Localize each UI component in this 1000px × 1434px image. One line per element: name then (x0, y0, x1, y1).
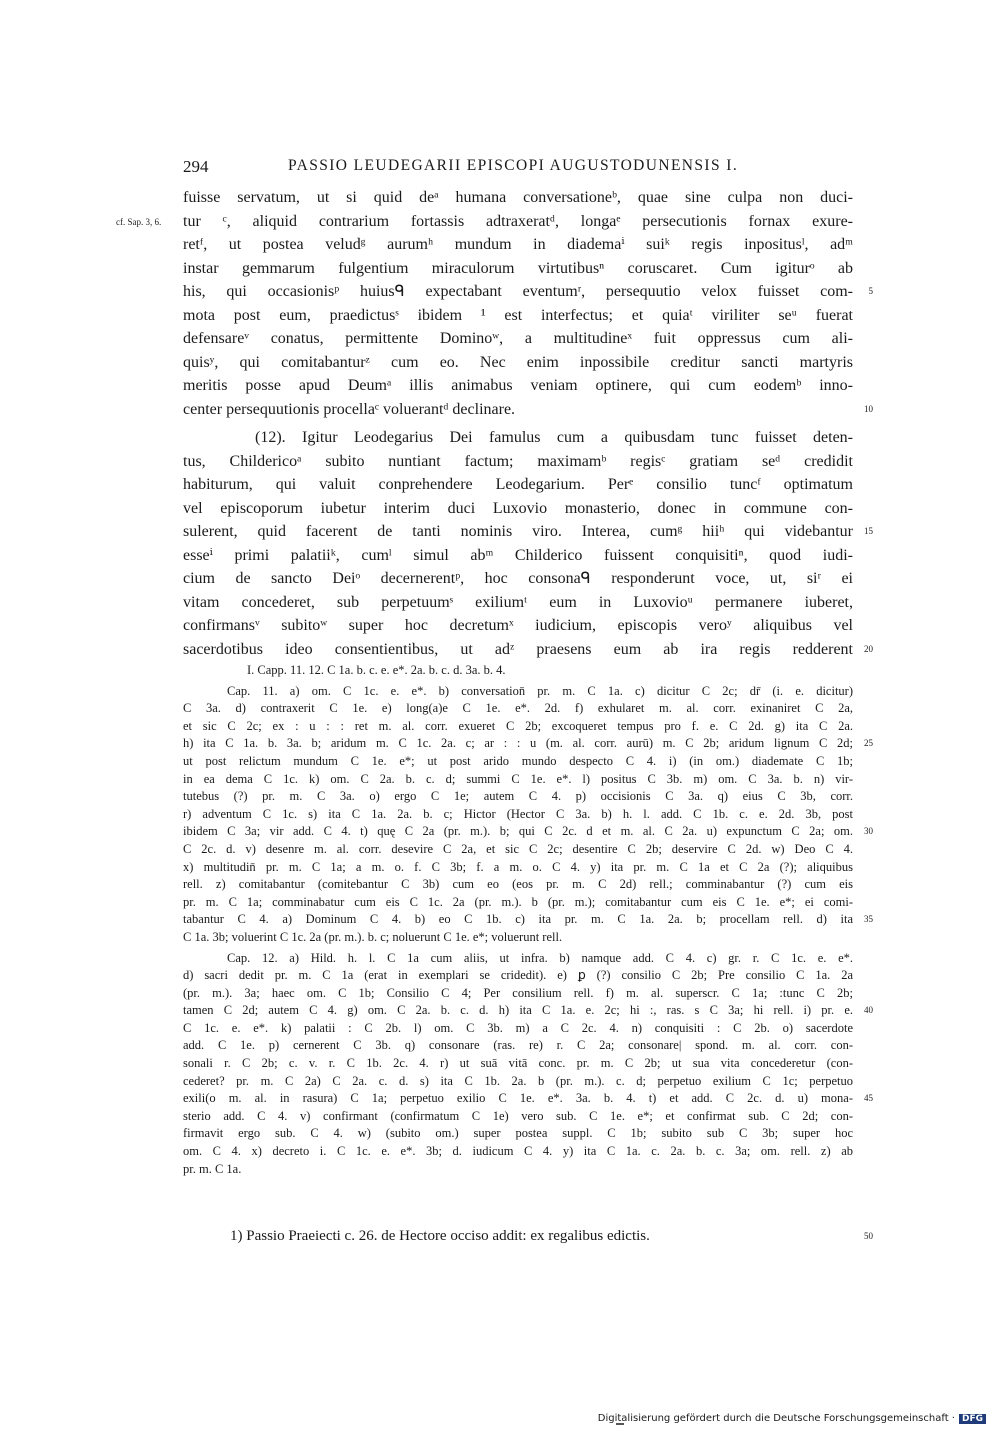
apparatus-line (183, 859, 853, 877)
apparatus-text: tutebus (?) pr. m. C 3a. o) ergo C 1e; autem C 4. p) occisionis C 3a. q) eius C 3b, corr. (183, 789, 853, 804)
text-line (183, 614, 853, 638)
apparatus-text: Cap. 11. a) om. C 1c. e. e*. b) conversation̄ pr. m. C 1a. c) dicitur C 2c; dr̄ (i. e. dicitur) (227, 683, 853, 698)
line-text: vel episcoporum iubetur interim duci Luxovio monasterio, donec in commune con- (183, 499, 853, 517)
line-text: instar gemmarum fulgentium miraculorum virtutibusⁿ coruscaret. Cum igiturᵒ ab (183, 259, 853, 277)
apparatus-line (183, 771, 853, 789)
margin-reference: cf. Sap. 3, 6. (116, 216, 162, 227)
apparatus-text: C 2c. d. v) desenre m. al. corr. desevire C 2a, et sic C 2c; desentire C 2b; deservire C 2d. w) Deo C 4. (183, 841, 853, 856)
apparatus-line (183, 1090, 873, 1108)
text-line (183, 280, 873, 304)
apparatus-text: add. C 1e. p) cernerent C 3b. q) consonare (ras. re) r. C 2a; consonare| spond. m. al. corr. con- (183, 1038, 853, 1053)
apparatus-line (183, 718, 853, 736)
line-number: 50 (864, 1231, 873, 1241)
line-text: esseⁱ primi palatiiᵏ, cumˡ simul abᵐ Childerico fuissent conquisitiⁿ, quod iudi- (183, 546, 853, 564)
apparatus-text: pr. m. C 1a; comminabatur cum eis C 1c. 2a (pr. m.). b (pr. m.); comitabantur cum eis C 1e. e*; ei comi- (183, 894, 853, 909)
text-line (183, 374, 853, 398)
apparatus-line (183, 1020, 853, 1038)
line-text: confirmansᵛ subitoʷ super hoc decretumˣ iudicium, episcopis veroʸ aliquibus vel (183, 617, 853, 634)
line-number: 20 (864, 643, 873, 654)
text-line (183, 497, 853, 521)
line-text: fuisse servatum, ut si quid deᵃ humana conversationeᵇ, quae sine culpa non duci- (183, 189, 853, 206)
line-text: sulerent, quid facerent de tanti nominis viro. Interea, cumᵍ hiiʰ qui videbantur (183, 523, 853, 540)
apparatus-line (183, 894, 853, 912)
apparatus-text: pr. m. C 1a. (183, 1161, 242, 1176)
apparatus-text: I. Capp. 11. 12. C 1a. b. c. e. e*. 2a. b. c. d. 3a. b. 4. (247, 663, 506, 677)
apparatus-line (183, 929, 853, 947)
line-text: retᶠ, ut postea veludᵍ aurumʰ mundum in diademaⁱ suiᵏ regis inpositusˡ, adᵐ (183, 236, 853, 253)
line-number: 45 (864, 1093, 873, 1104)
line-number: 30 (864, 826, 873, 837)
line-number: 35 (864, 914, 873, 925)
apparatus-text: (pr. m.). 3a; haec om. C 1b; Consilio C 4; Per consilium rell. f) m. al. superscr. C 1a; :tunc C 2b; (183, 985, 853, 1000)
apparatus-line (183, 1108, 853, 1126)
apparatus-line (183, 1161, 853, 1179)
apparatus-text: et sic C 2c; ex : u : : ret m. al. corr. exueret C 2b; excoqueret tempus pro f. e. C 2d. g) ita C 2a. (183, 718, 853, 733)
line-text: sacerdotibus ideo consentientibus, ut adᶻ praesens eum ab ira regis redderent (183, 640, 853, 658)
apparatus-line (183, 1037, 853, 1055)
line-text: mota post eum, praedictusˢ ibidem ¹ est interfectus; et quiaᵗ viriliter seᵘ fuerat (183, 306, 853, 324)
apparatus-line (183, 735, 873, 753)
line-text: quisʸ, qui comitabanturᶻ cum eo. Nec enim inpossibile creditur sancti martyris (183, 353, 853, 371)
footnote-text: 1) Passio Praeiecti c. 26. de Hectore occiso addit: ex regalibus edictis. (230, 1228, 650, 1244)
line-text: vitam concederet, sub perpetuumˢ exiliumᵗ eum in Luxovioᵘ permanere iuberet, (183, 593, 853, 611)
digitization-credit (598, 1413, 986, 1424)
apparatus-line (183, 911, 873, 929)
critical-apparatus (183, 662, 873, 1178)
apparatus-line (183, 823, 873, 841)
text-line (183, 591, 853, 615)
apparatus-line (183, 806, 853, 824)
line-text: his, qui occasionisᵖ huiusᑫ expectabant eventumʳ, persequutio velox fuisset com- (183, 283, 853, 300)
apparatus-text: x) multitudin̄ pr. m. C 1a; a m. o. f. C 3b; f. a m. o. C 4. y) ita pr. m. C 1a et C 2a (?); aliquibus (183, 859, 853, 874)
apparatus-line (183, 1055, 853, 1073)
apparatus-text: om. C 4. x) decreto i. C 1c. e. e*. 3b; d. iudicum C 4. y) ita C 1a. c. 2a. b. c. 3a; om. rell. z) ab (183, 1144, 853, 1159)
text-line (183, 351, 853, 375)
line-text: cium de sancto Deiᵒ decernerentᵖ, hoc consonaᑫ responderunt voce, ut, siʳ ei (183, 570, 853, 587)
line-text: tur ᶜ, aliquid contrarium fortassis adtraxeratᵈ, longaᵉ persecutionis fornax exure- (183, 212, 853, 230)
apparatus-line (183, 1143, 853, 1161)
apparatus-text: sterio add. C 4. v) confirmant (confirmatum C 1e) vero sub. C 1e. e*; et confirmat sub. C 2d; con- (183, 1108, 853, 1123)
apparatus-line (183, 1002, 873, 1020)
apparatus-line (183, 700, 853, 718)
text-line (183, 567, 853, 591)
apparatus-line (183, 967, 853, 985)
apparatus-text: C 1c. e. e*. k) palatii : C 2b. l) om. C 3b. m) a C 2c. 4. n) conquisiti : C 2b. o) sacerdote (183, 1020, 853, 1035)
text-line (116, 210, 853, 234)
running-title: PASSIO LEUDEGARII EPISCOPI AUGUSTODUNENSIS I. (288, 157, 739, 174)
line-text: defensareᵛ conatus, permittente Dominoʷ, a multitudineˣ fuit oppressus cum ali- (183, 330, 853, 347)
apparatus-text: cederet? pr. m. C 2a) C 2a. c. d. s) ita C 1b. 2a. b (pr. m.). c. d; perpetuo exilium C 1c; perpetuo (183, 1073, 853, 1088)
text-line (183, 233, 853, 257)
line-number: 10 (864, 403, 873, 414)
apparatus-text: sonali r. C 2b; c. v. r. C 1b. 2c. 4. r) ut suā vitā conc. pr. m. C 2b; ut sua vita concederetur (con- (183, 1056, 853, 1071)
running-header (183, 157, 873, 179)
text-line (183, 450, 853, 474)
apparatus-text: ibidem C 3a; vir add. C 4. t) quę C 2a (pr. m.). b; qui C 2c. d et m. al. C 2a. u) expunctum C 2a; om. (183, 824, 853, 839)
apparatus-line (183, 662, 853, 680)
text-line (183, 398, 873, 422)
line-number: 40 (864, 1005, 873, 1016)
apparatus-text: C 1a. 3b; voluerint C 1c. 2a (pr. m.). b. c; noluerunt C 1e. e*; voluerunt rell. (183, 929, 563, 944)
apparatus-text: exili(o m. al. in rasura) C 1a; perpetuo exilio C 1e. e*. 3a. b. 4. t) et add. C 2c. d. u) mona- (183, 1091, 853, 1106)
line-number: 15 (864, 526, 873, 536)
apparatus-line (183, 1073, 853, 1091)
line-number: 5 (868, 286, 873, 296)
apparatus-text: in ea dema C 1c. k) om. C 2a. b. c. d; summi C 1e. e*. l) positus C 3b. m) om. C 3a. b. n) vir- (183, 771, 853, 786)
apparatus-text: ut post relictum mundum C 1e. e*; ut post arido mundo despecto C 4. i) (in om.) diademate C 1b; (183, 753, 853, 768)
dfg-logo: DFG (959, 1414, 986, 1424)
apparatus-line (183, 985, 853, 1003)
credit-text: Digitalisierung gefördert durch die Deutsche Forschungsgemeinschaft · (597, 1413, 955, 1424)
text-line (183, 186, 853, 210)
text-line (183, 473, 853, 497)
apparatus-text: Cap. 12. a) Hild. h. l. C 1a cum aliis, ut infra. b) namque add. C 4. c) gr. r. C 1c. e. e*. (227, 950, 853, 965)
line-text: meritis posse apud Deumᵃ illis animabus veniam optinere, qui cum eodemᵇ inno- (183, 377, 853, 394)
apparatus-text: tabantur C 4. a) Dominum C 4. b) eo C 1b. c) ita pr. m. C 1a. 2a. b; procellam rell. d) ita (183, 912, 853, 927)
line-text: tus, Childericoᵃ subito nuntiant factum; maximamᵇ regisᶜ gratiam seᵈ credidit (183, 452, 853, 470)
apparatus-line (183, 876, 853, 894)
footnote (183, 1228, 873, 1245)
line-text: habiturum, qui valuit conprehendere Leodegarium. Perᵉ consilio tuncᶠ optimatum (183, 476, 853, 493)
apparatus-text: C 3a. d) contraxerit C 1e. e) long(a)e C 1e. e*. 2d. f) exhularet m. al. corr. exinaniret C 2a, (183, 701, 853, 716)
apparatus-text: r) adventum C 1c. s) ita C 1a. 2a. b. c; Hictor (Hector C 3a. b) h. l. add. C 1b. c. e. 2d. 3b, post (183, 806, 853, 821)
apparatus-line (183, 788, 853, 806)
apparatus-text: d) sacri dedit pr. m. C 1a (erat in exemplari se cridedit). e) ꝑ (?) consilio C 2b; Pre consilio C 1a. 2a (183, 968, 853, 983)
apparatus-line (183, 950, 853, 968)
line-text: (12). Igitur Leodegarius Dei famulus cum a quibusdam tunc fuisset deten- (255, 429, 853, 446)
text-line (183, 638, 873, 662)
apparatus-text: h) ita C 1a. b. 3a. b; aridum m. C 1c. 2a. c; ar : : u (m. al. corr. aurū) m. C 2b; aridum lignum C 2d; (183, 736, 853, 751)
text-line (183, 327, 853, 351)
apparatus-line (183, 683, 853, 701)
text-line (183, 544, 853, 568)
text-line (183, 257, 853, 281)
apparatus-line (183, 753, 853, 771)
line-number: 25 (864, 738, 873, 749)
main-text (116, 186, 873, 661)
text-line (183, 426, 853, 450)
apparatus-text: tamen C 2d; autem C 4. g) om. C 2a. b. c. d. h) ita C 1a. e. 2c; hi :, ras. s C 3a; hi rell. i) pr. e. (183, 1003, 853, 1018)
page-number: 294 (183, 157, 209, 176)
text-line (183, 304, 853, 328)
line-text: center persequutionis procellaᶜ voluerantᵈ declinare. (183, 400, 516, 418)
apparatus-line (183, 1125, 853, 1143)
apparatus-line (183, 841, 853, 859)
apparatus-text: rell. z) comitabantur (comitebantur C 3b) cum eo (eos pr. m. C 2d) rell.; comminabantur (?) cum eis (183, 877, 853, 892)
text-line (183, 520, 873, 544)
apparatus-text: firmavit ergo sub. C 4. w) (subito om.) super postea suppl. C 1b; subito sub C 3b; super hoc (183, 1126, 853, 1141)
